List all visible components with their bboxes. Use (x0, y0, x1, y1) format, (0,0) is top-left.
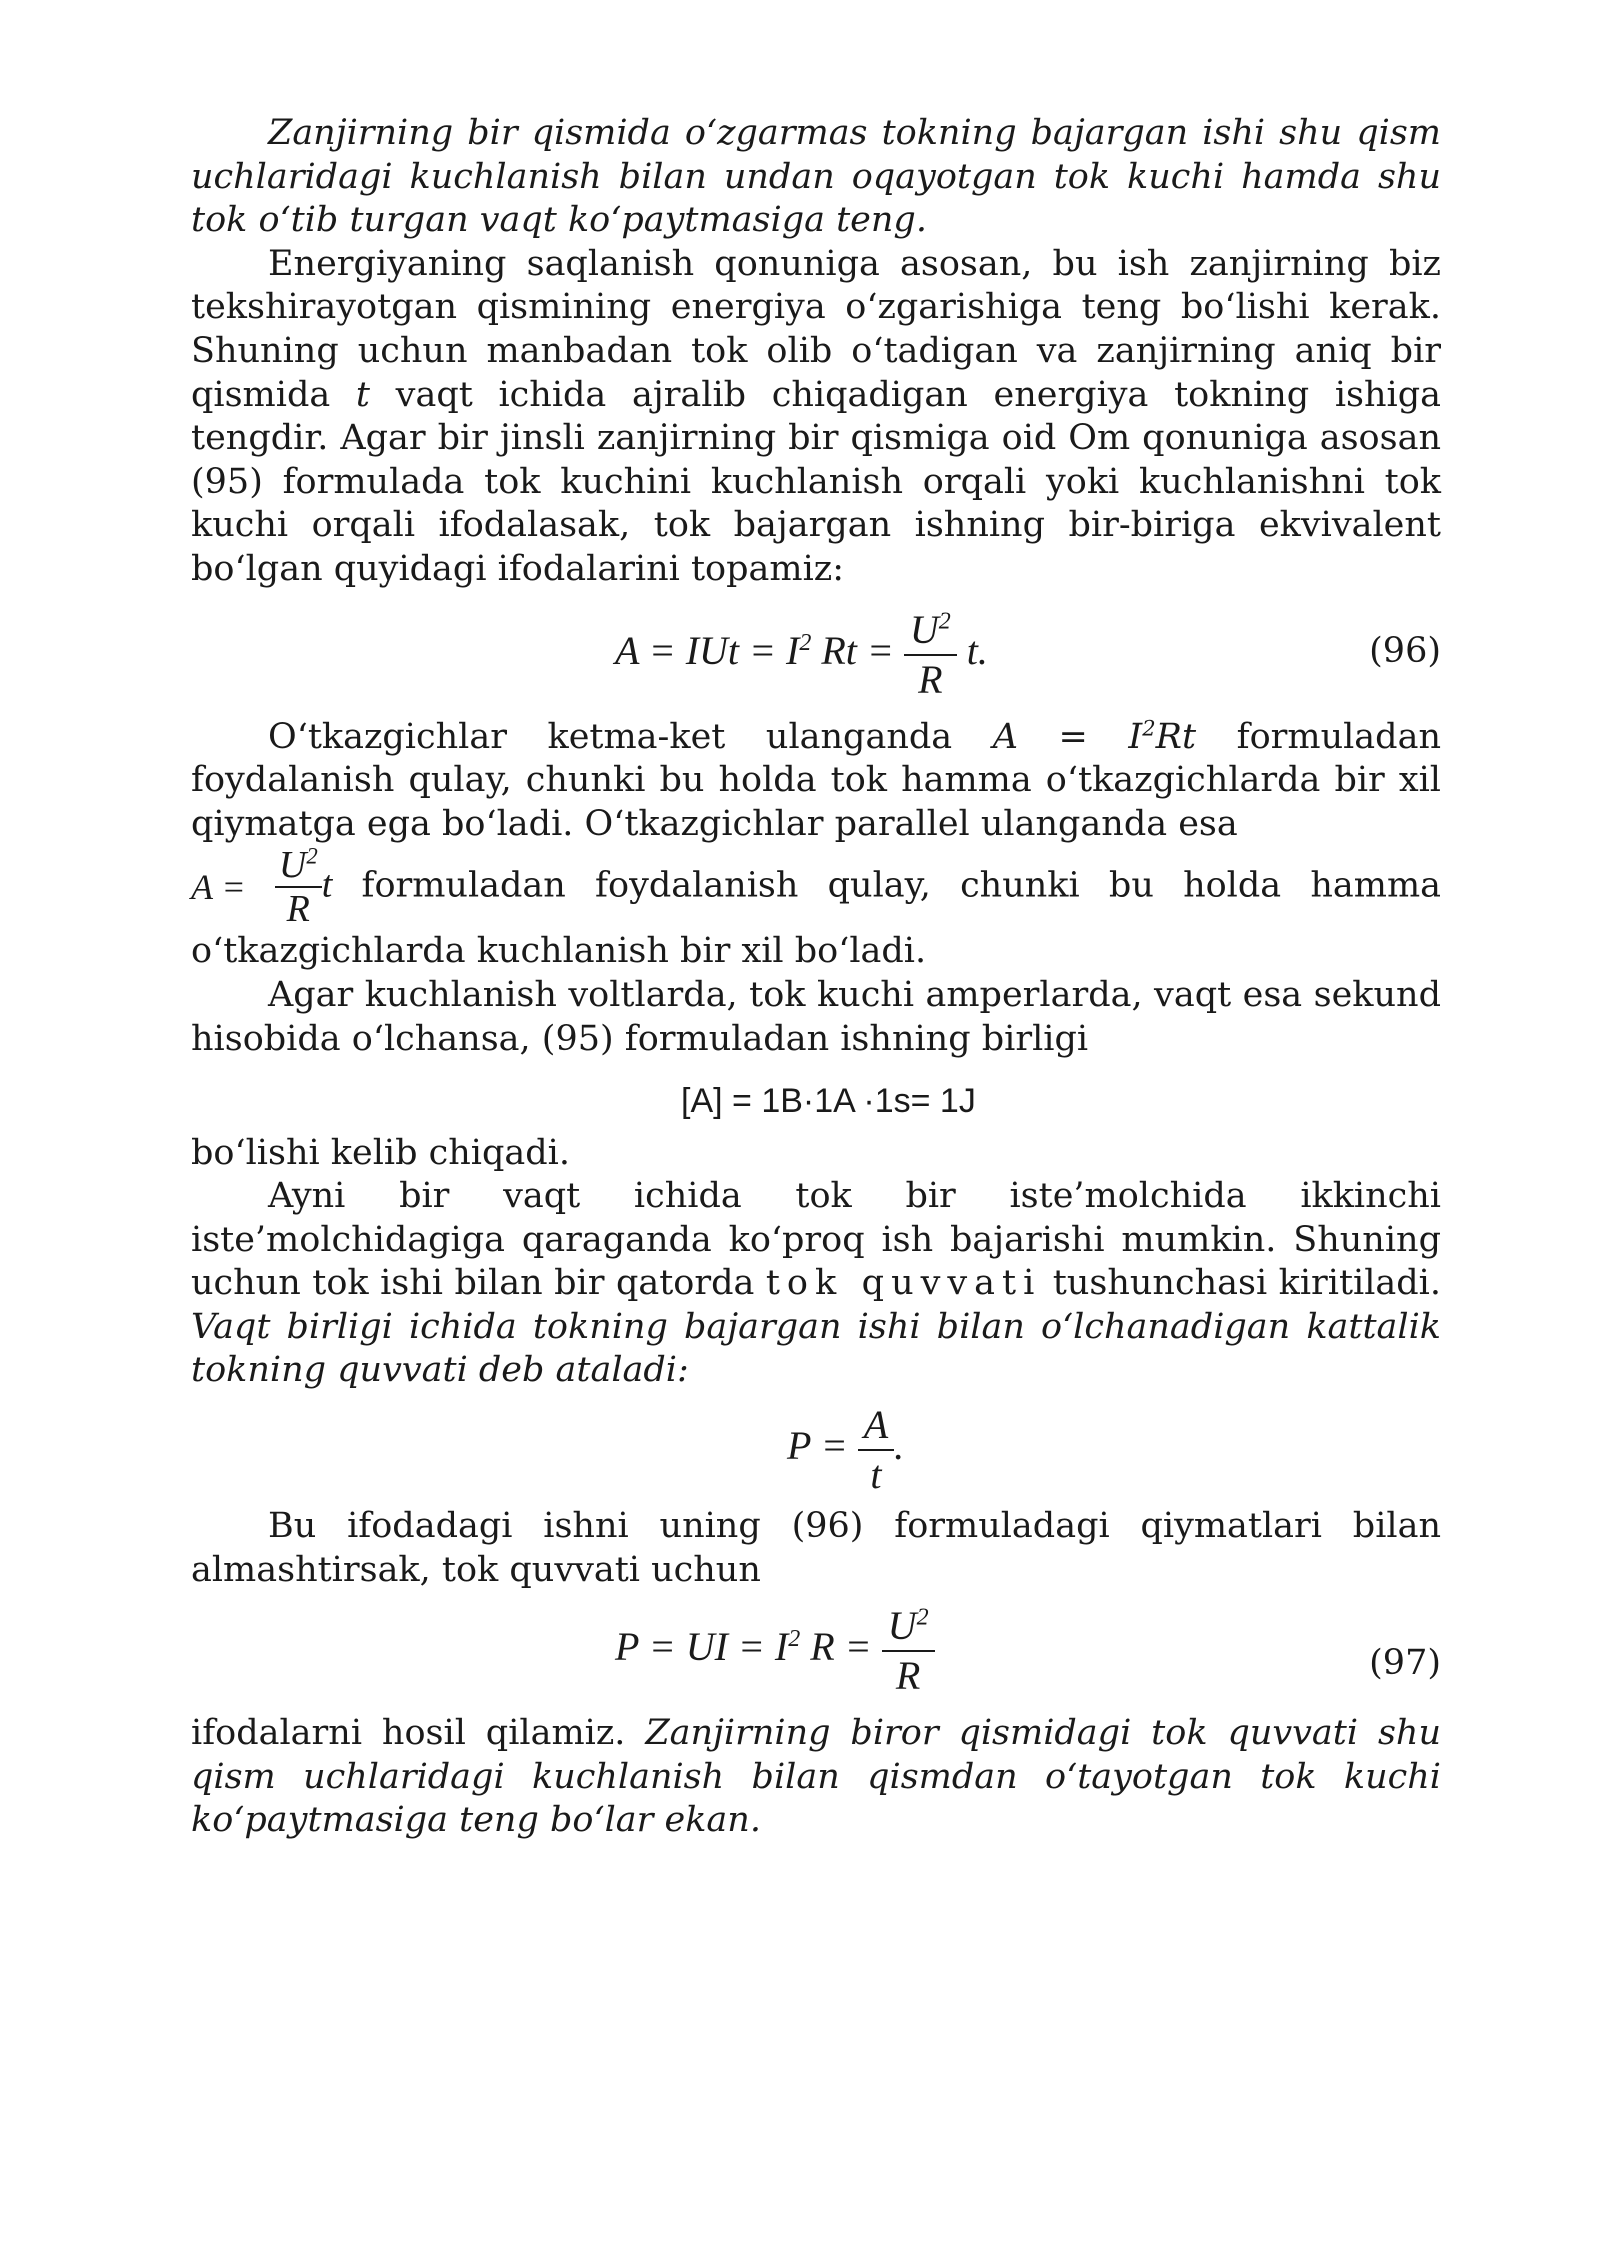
equation-96: A = IUt = $I^2$ Rt = $\frac{U^2}{R}$ t. (96) (615, 606, 1441, 702)
power-conclusion-paragraph: ifodalarni hosil qilamiz. Zanjirning biror qismidagi tok quvvati shu qism uchlaridagi kuchlanish bilan qismdan o‘tayotgan tok kuchi ko‘paytmasiga teng bo‘lar ekan. (191, 1713, 1442, 1841)
series-parallel-paragraph: O‘tkazgichlar ketma-ket ulanganda $A = I^2Rt$ formuladan foydalanish qulay, chunki bu holda tok hamma o‘tkazgichlarda bir xil qiymatga ega bo‘ladi. O‘tkazgichlar parallel ulanganda esa (191, 715, 1441, 844)
fraction-u2-over-r-inline: $\frac{U^2}{R}$ (275, 846, 322, 928)
equation-97: P = UI = $I^2$ R = $\frac{U^2}{R}$ (97) (615, 1603, 1441, 1699)
equation-number-96: (96) (1369, 630, 1441, 671)
units-paragraph: Agar kuchlanish voltlarda, tok kuchi amperlarda, vaqt esa sekund hisobida o‘lchansa, (95) formuladan ishning birligi (191, 975, 1441, 1059)
parallel-formula-line: A = $\frac{U^2}{R}$ t formuladan foydalanish qulay, chunki bu holda hamma o‘tkazgichlarda kuchlanish bir xil bo‘ladi. (191, 843, 1441, 972)
equation-number-97: (97) (1369, 1643, 1441, 1684)
power-intro-paragraph: Ayni bir vaqt ichida tok bir iste’molchida ikkinchi iste’molchidagiga qaraganda ko‘proq ish bajarishi mumkin. Shuning uchun tok ishi bilan bir qatorda tok quvvati tushunchasi kiritiladi. Vaqt birligi ichida tokning bajargan ishi bilan o‘lchanadigan kattalik tokning quvvati deb ataladi: (191, 1176, 1441, 1391)
energy-conservation-paragraph: Energiyaning saqlanish qonuniga asosan, bu ish zanjirning biz tekshirayotgan qismining energiya o‘zgarishiga teng bo‘lishi kerak. Shuning uchun manbadan tok olib o‘tadigan va zanjirning aniq bir qismida t vaqt ichida ajralib chiqadigan energiya tokning ishiga tengdir. Agar bir jinsli zanjirning bir qismiga oid Om qonuniga asosan (95) formulada tok kuchini kuchlanish orqali yoki kuchlanishni tok kuchi orqali ifodalasak, tok bajargan ishning bir-biriga ekvivalent bo‘lgan quyidagi ifodalarini topamiz: (191, 243, 1441, 589)
fraction-u2-over-r-97: $\frac{U^2}{R}$ (882, 1606, 935, 1696)
page-content (191, 112, 1441, 1843)
equation-power: P = $\frac{A}{t}$ . (787, 1402, 905, 1498)
fraction-u2-over-r: $\frac{U^2}{R}$ (904, 610, 957, 700)
fraction-a-over-t: $\frac{A}{t}$ (858, 1405, 894, 1495)
unit-formula: [A] = 1B·1A ·1s= 1J (681, 1081, 976, 1120)
units-conclusion: bo‘lishi kelib chiqadi. (191, 1132, 570, 1173)
work-definition-italic: Zanjirning bir qismida o‘zgarmas tokning bajargan ishi shu qism uchlaridagi kuchlanish bilan undan oqayotgan tok kuchi hamda shu tok o‘tib turgan vaqt ko‘paytmasiga teng. (191, 113, 1441, 241)
power-substitution-paragraph: Bu ifodadagi ishni uning (96) formuladagi qiymatlari bilan almashtirsak, tok quvvati uchun (191, 1506, 1441, 1590)
